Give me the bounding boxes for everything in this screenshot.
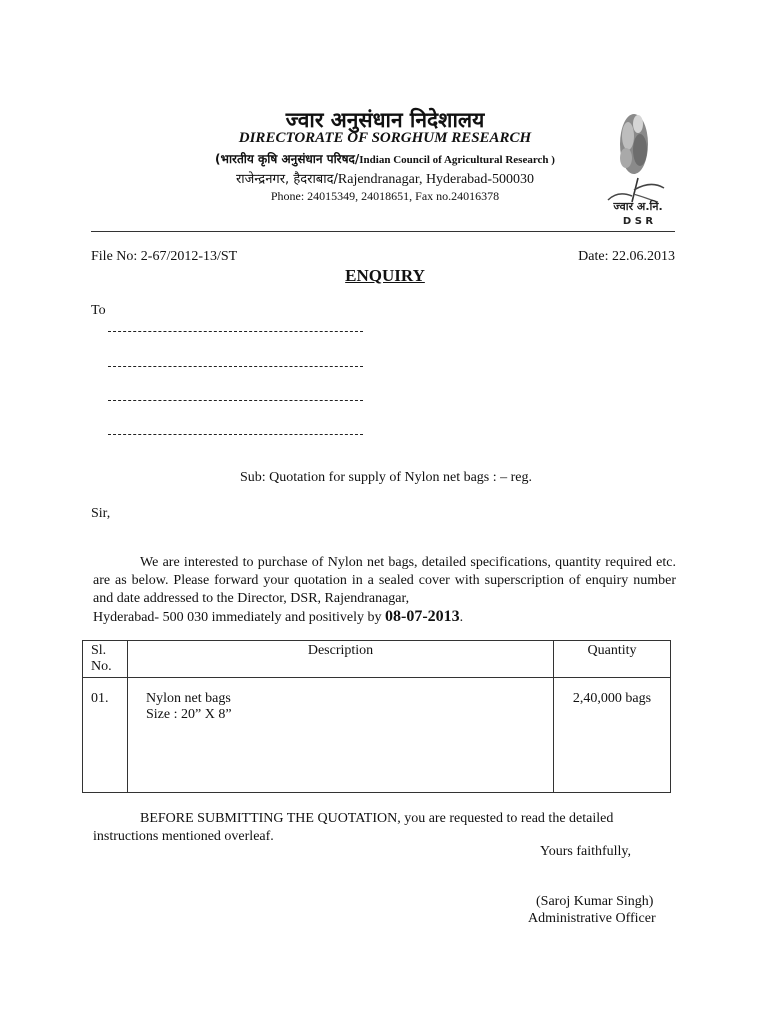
deadline-date: 08-07-2013 bbox=[385, 608, 460, 625]
address-english: Rajendranagar, Hyderabad-500030 bbox=[337, 172, 535, 187]
address-blank-line bbox=[108, 366, 363, 367]
hindi-title: ज्वार अनुसंधान निदेशालय bbox=[285, 108, 485, 132]
signatory-designation: Administrative Officer bbox=[528, 911, 656, 926]
row-quantity: 2,40,000 bags bbox=[554, 678, 671, 793]
closing-phrase: Yours faithfully, bbox=[540, 844, 632, 859]
row-sl-number: 01. bbox=[83, 678, 128, 793]
body-end-punctuation: . bbox=[459, 610, 464, 625]
dsr-logo bbox=[598, 106, 678, 228]
no-header-text: No. bbox=[91, 659, 112, 674]
council-english: Indian Council of Agricultural Research ) bbox=[359, 154, 555, 166]
body-last-line bbox=[93, 608, 676, 627]
letter-date: Date: 22.06.2013 bbox=[578, 249, 675, 264]
table-row bbox=[83, 678, 671, 793]
salutation: Sir, bbox=[91, 506, 111, 521]
body-main-text: We are interested to purchase of Nylon net bags, detailed specifications, quantity required etc. are as below. Please forward your quotation in a sealed cover with superscription of enquiry number and date addressed to the Director, DSR, Rajendranagar, bbox=[93, 555, 676, 606]
sl-header-text: Sl. bbox=[91, 643, 107, 658]
logo-hindi: ज्वार अ.नि. bbox=[613, 200, 663, 213]
to-label: To bbox=[91, 303, 106, 318]
subject-line: Sub: Quotation for supply of Nylon net bags : – reg. bbox=[240, 470, 533, 485]
phone-line: Phone: 24015349, 24018651, Fax no.24016378 bbox=[270, 189, 500, 203]
address-blank-line bbox=[108, 331, 363, 332]
address-blank-line bbox=[108, 400, 363, 401]
address-blank-line bbox=[108, 434, 363, 435]
header-divider bbox=[91, 231, 675, 232]
body-paragraph bbox=[93, 554, 676, 627]
quantity-header: Quantity bbox=[554, 641, 671, 678]
sl-no-header bbox=[83, 641, 128, 678]
sorghum-plant-icon bbox=[608, 114, 664, 202]
instructions-note: BEFORE SUBMITTING THE QUOTATION, you are requested to read the detailed instructions mentioned overleaf. bbox=[93, 811, 614, 844]
logo-abbreviation: D S R bbox=[622, 216, 654, 227]
body-last-text: Hyderabad- 500 030 immediately and positively by bbox=[93, 610, 385, 625]
table-header-row bbox=[83, 641, 671, 678]
description-header: Description bbox=[128, 641, 554, 678]
specification-table bbox=[82, 640, 671, 793]
signatory-name: (Saroj Kumar Singh) bbox=[536, 894, 654, 909]
row-description bbox=[128, 678, 554, 793]
address-hindi: राजेन्द्रनगर, हैदराबाद/ bbox=[235, 172, 338, 187]
organization-name: DIRECTORATE OF SORGHUM RESEARCH bbox=[238, 130, 532, 146]
council-hindi: (भारतीय कृषि अनुसंधान परिषद/ bbox=[215, 152, 360, 166]
item-size: Size : 20” X 8” bbox=[146, 707, 232, 722]
enquiry-heading: ENQUIRY bbox=[345, 266, 425, 285]
file-number: File No: 2-67/2012-13/ST bbox=[91, 249, 238, 264]
item-name: Nylon net bags bbox=[146, 691, 231, 706]
